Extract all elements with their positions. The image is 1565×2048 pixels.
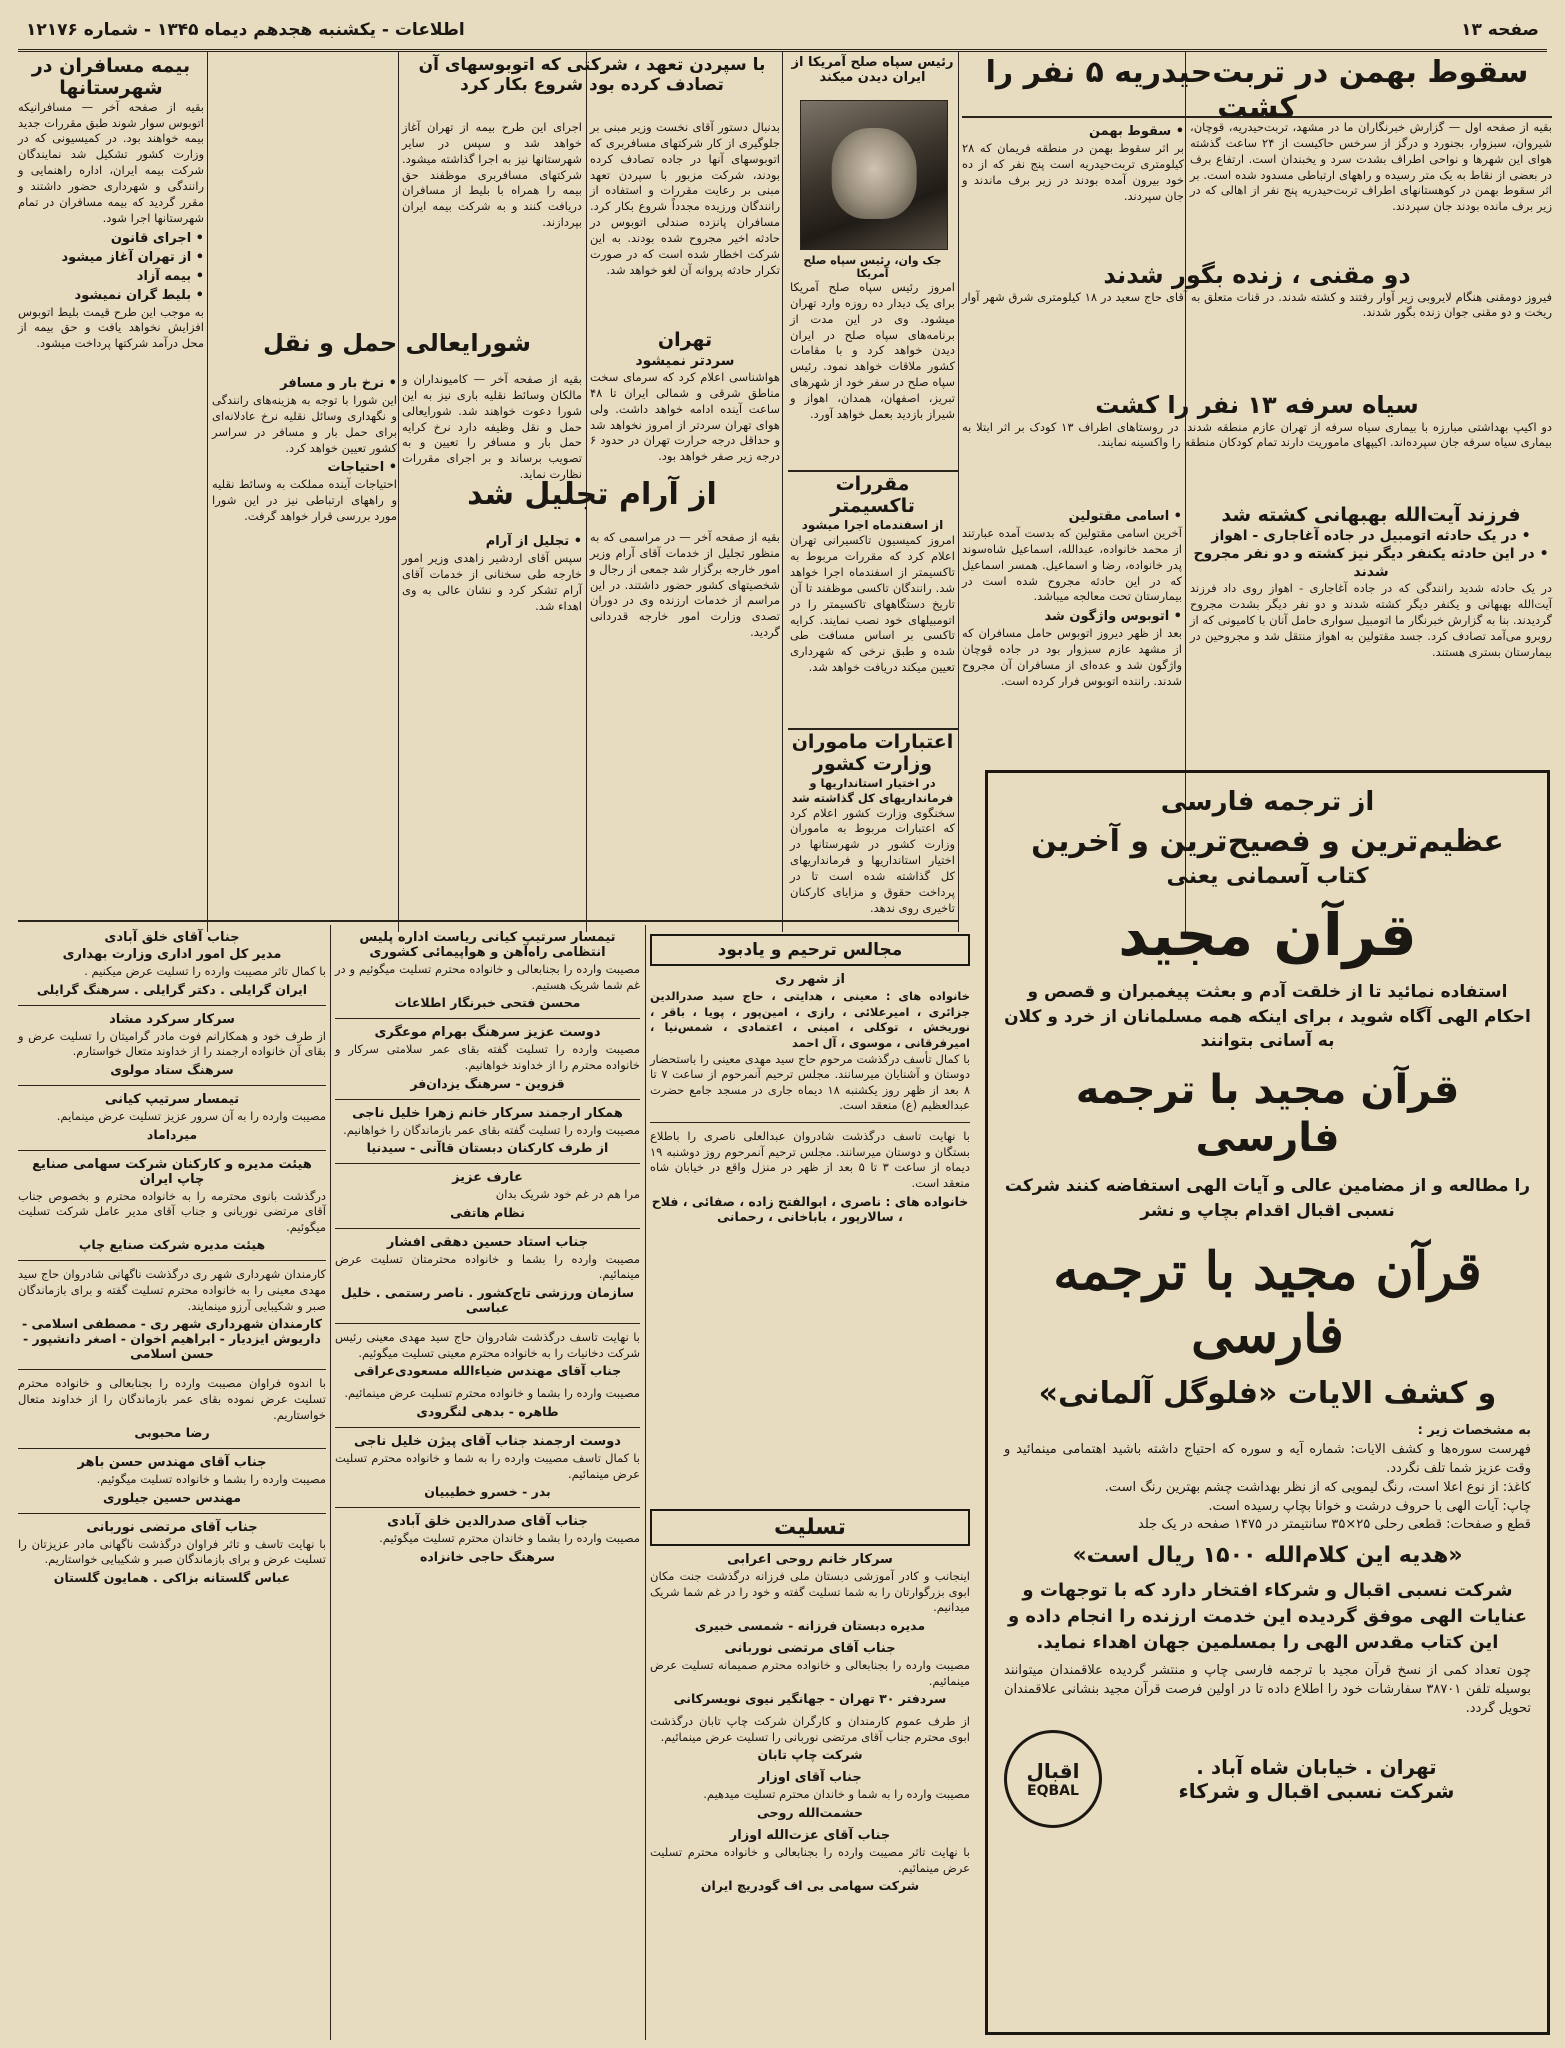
c3-n1-sub: مدیر کل امور اداری وزارت بهداری xyxy=(62,947,282,962)
insurance-sub1: • اجرای قانون xyxy=(110,230,204,246)
honor-headline-box xyxy=(402,478,782,528)
bus-body-cont: اجرای این طرح بیمه از تهران آغاز خواهد شد و سپس در سایر شهرستانها نیز به اجرا گذاشته میشود. شرکتهای مسافربری موظفند حق بیمه را همراه با بلیط از مسافران دریافت کنند و به شرکت بیمه ایران بپردازند. xyxy=(402,120,582,230)
ceremony-notice xyxy=(650,972,970,1114)
ad-title3: قرآن مجید با ترجمه فارسی xyxy=(1053,1241,1482,1365)
ad-text2: را مطالعه و از مضامین عالی و آیات الهی استفاضه کنند شرکت نسبی اقبال اقدام بچاپ و نشر xyxy=(1004,1176,1531,1221)
ad-line1: از ترجمه فارسی xyxy=(1160,787,1375,817)
ad-line3: کتاب آسمانی یعنی xyxy=(1166,864,1369,890)
cond-n1-body: اینجانب و کادر آموزشی دبستان ملی فرزانه درگذشت جنت مکان ابوی بزرگوارتان را به شما تسلیت گفته و خود را در غم شما شریک میدانیم. xyxy=(650,1569,970,1615)
c3-n8-title: جناب آقای مرتضی نوربانی xyxy=(86,1519,258,1535)
c3-n6-sign: رضا محبوبی xyxy=(134,1425,210,1441)
taxi-sub: از اسفندماه اجرا میشود xyxy=(801,517,944,532)
c2-n1-body: مصیبت وارده را بجنابعالی و خانواده محترم تسلیت میگوئیم و در غم شما شریک هستیم. xyxy=(335,962,640,992)
column-rule xyxy=(958,52,959,932)
c3-n1-title: جناب آقای خلق آبادی xyxy=(104,930,240,945)
ad-spec3: چاپ: آیات الهی با حروف درشت و خوانا بچاپ رسیده است. xyxy=(1208,1498,1531,1514)
cough-headline: سیاه سرفه ۱۳ نفر را کشت xyxy=(1095,391,1419,419)
bus-body: بدنبال دستور آقای نخست وزیر مبنی بر جلوگیری از کار شرکتهای مسافربری که اتوبوسهای آنها در جاده تصادف کرده بودند، شرکت مزبور با سپردن تعهد مبنی بر رعایت مقررات و استفاده از رانندگان ورزیده مجدداً شروع بکار کرد. مسافران پانزده صندلی اتوبوس در حادثه اخیر مجروح شده بودند. به این شرکت اخطار شده است که در صورت تکرار حادثه پروانه آن لغو خواهد شد. xyxy=(590,120,780,277)
honor-headline: از آرام تجلیل شد xyxy=(467,477,717,512)
c3-n8-sign: عباس گلستانه بزاکی . همایون گلستان xyxy=(53,1570,291,1585)
ceremony-n1-title: از شهر ری xyxy=(775,972,845,987)
officials-story xyxy=(790,731,955,915)
son-sub2: • در این حادثه یکنفر دیگر نیز کشته و دو نفر مجروح شدند xyxy=(1193,546,1549,581)
masthead-left: اطلاعات - یکشنبه هجدهم دیماه ۱۳۴۵ - شماره ۱۲۱۷۶ xyxy=(26,19,465,40)
c2-n9-sign: سرهنگ حاجی خانزاده xyxy=(420,1548,555,1564)
ad-address: تهران . خیابان شاه آباد . xyxy=(1196,1755,1437,1780)
cough-story xyxy=(962,392,1552,502)
council-headline-box xyxy=(212,330,582,370)
frozen-body: فیروز دومقنی هنگام لایروبی زیر آوار رفتند و کشته شدند. در قنات متعلق به آقای حاج سعید در ۱۸ کیلومتری شرق شهر آوار ریخت و دو مقنی جوان زنده بگور شدند. xyxy=(962,289,1552,320)
taxi-body: امروز کمیسیون تاکسیرانی تهران اعلام کرد که مقررات مربوط به تاکسیمتر از اسفندماه اجرا خواهد شد. رانندگان تاکسی موظفند تا آن تاریخ دستگاههای تاکسیمتر را در اتومبیلهای خود نصب نمایند. کرایه تاکسی بر اساس مسافت طی شده و طبق نرخی که شهرداری تعیین میکند دریافت خواهد شد. xyxy=(790,533,955,675)
c3-n5-sign: کارمندان شهرداری شهر ری - مصطفی اسلامی - داریوش ایزدیار - ابراهیم اخوان - اصغر دانشپور - حسن اسلامی xyxy=(22,1316,322,1362)
honor-sub: • تجلیل از آرام xyxy=(485,534,582,549)
notice xyxy=(335,1235,640,1315)
son-headline: فرزند آیت‌الله بهبهانی کشته شد xyxy=(1221,504,1521,526)
divider xyxy=(788,470,958,472)
ceremony-n1-body: با کمال تأسف درگذشت مرحوم حاج سید مهدی معینی را باستحضار دوستان و آشنایان میرسانند. مجلس ترحیم آنمرحوم از ساعت ۷ تا ۸ بعد از ظهر روز یکشنبه ۱۸ دیماه جاری در مسجد جامع حضرت عبدالعظیم (ع) منعقد است. xyxy=(650,1051,970,1113)
masthead-right: صفحه ۱۳ xyxy=(1461,19,1539,40)
c3-n1-sign: ایران گرایلی . دکتر گرایلی . سرهنگ گرایلی xyxy=(36,981,308,997)
ad-line2: عظیم‌ترین و فصیح‌ترین و آخرین xyxy=(1031,824,1504,860)
insurance-story xyxy=(18,56,204,882)
c3-n8-body: با نهایت تاسف و تاثر فراوان درگذشت ناگهانی مادر عزیزتان را تسلیت عرض و برای بازماندگان صبر و شکیبایی خواستاریم. xyxy=(18,1536,326,1567)
c2-n2-body: مصیبت وارده را تسلیت گفته بقای عمر سلامتی سرکار و خانواده محترم را از خداوند خواهانیم. xyxy=(335,1042,640,1072)
condolence-title: تسلیت xyxy=(650,1509,970,1546)
c2-n3-body: مصیبت وارده را تسلیت گفته بقای عمر بازماندگان را خواهانیم. xyxy=(343,1122,640,1137)
notice xyxy=(335,1434,640,1499)
notices-col3 xyxy=(18,930,326,2040)
insurance-sub2: • از تهران آغاز میشود xyxy=(61,249,204,265)
council-headline: شورایعالی حمل و نقل xyxy=(262,329,532,357)
c2-n4-title: عارف عزیز xyxy=(452,1170,523,1186)
weather-sub: سردتر نمیشود xyxy=(635,352,735,369)
half-divider xyxy=(18,920,958,922)
son-body: در یک حادثه شدید رانندگی که در جاده آغاجاری - اهواز روی داد فرزند آیت‌الله بهبهانی و یکنفر دیگر کشته شدند و دو نفر دیگر بشدت مجروح گردیدند. بنا به گزارش خبرنگار ما اتومبیل سواری حامل آنان با کامیونی که از روبرو می‌آمد تصادف کرد. جسد مقتولین به اهواز منتقل شد و مجروحین در بیمارستان بستری هستند. xyxy=(1190,581,1552,659)
insurance-sub4: • بلیط گران نمیشود xyxy=(74,287,204,303)
council-body3: احتیاجات آینده مملکت به وسائط نقلیه و راههای ارتباطی نیز در این شورا مورد بررسی قرار خواهد گرفت. xyxy=(212,477,397,524)
notice xyxy=(18,1157,326,1253)
council-body2: این شورا با توجه به هزینه‌های رانندگی و نگهداری وسائل نقلیه نرخ عادلانه‌ای برای حمل بار و مسافر در سراسر کشور تعیین خواهد کرد. xyxy=(212,393,397,455)
honor-body: بقیه از صفحه آخر — در مراسمی که به منظور تجلیل از خدمات آقای آرام وزیر امور خارجه برگزار شد جمعی از رجال و شخصیتهای کشور حضور داشتند. در این مراسم از خدمات ارزنده وی در دوران تصدی وزارت امور خارجه قدردانی گردید. xyxy=(590,530,780,640)
condolence-section xyxy=(650,1505,970,2040)
c3-n2-title: سرکار سرکرد مشاد xyxy=(109,1011,235,1027)
notice xyxy=(18,1267,326,1361)
column-rule xyxy=(645,925,646,2040)
c3-n2-sign: سرهنگ ستاد مولوی xyxy=(110,1061,234,1077)
ceremonies-title: مجالس ترحیم و یادبود xyxy=(650,934,970,966)
column-rule xyxy=(330,925,331,2040)
condolence-notice xyxy=(650,1828,970,1893)
ambassador-story xyxy=(790,254,955,464)
ad-company: شرکت نسبی اقبال و شرکاء xyxy=(1178,1779,1455,1804)
c3-n4-body: درگذشت بانوی محترمه را به خانواده محترم و بخصوص جناب آقای مرتضی نوربانی و جناب آقای مدیر عامل شرکت تسلیت میگوئیم. xyxy=(18,1188,326,1234)
ceremony-n2-sign: خانواده های : ناصری ، ابوالفتح زاده ، صفائی ، فلاح ، سالارپور ، باباخانی ، رحمانی xyxy=(651,1193,969,1224)
c3-n3-body: مصیبت وارده را به آن سرور عزیز تسلیت عرض مینمایم. xyxy=(56,1108,326,1123)
column-rule xyxy=(782,52,783,932)
ad-spec4: قطع و صفحات: قطعی رحلی ۲۵×۳۵ سانتیمتر در ۱۴۷۵ صفحه در یک جلد xyxy=(1138,1517,1531,1533)
son-sub: • در یک حادثه اتومبیل در جاده آغاجاری - اهواز xyxy=(1211,527,1531,544)
family-sub: • اسامی مقتولین xyxy=(1068,509,1182,524)
c2-n2-title: دوست عزیز سرهنگ بهرام موعگری xyxy=(374,1025,601,1041)
taxi-headline: مقررات تاکسیمتر xyxy=(830,473,915,517)
cond-n5-body: با نهایت تاثر مصیبت وارده را بجنابعالی و خانواده محترم تسلیت عرض مینمائیم. xyxy=(650,1845,970,1875)
ceremony-notice xyxy=(650,1129,970,1224)
ceremony-n1-families: خانواده های : معینی ، هدایتی ، حاج سید صدرالدین جزائری ، امیرعلائی ، رازی ، امین‌پور ، پویا ، باقر ، نوریخش ، توکلی ، امینی ، اعتمادی ، شمس‌نیا ، امیرفرقانی ، موسوی ، آل احمد xyxy=(650,989,970,1050)
notice xyxy=(335,930,640,1010)
ceremonies-section xyxy=(650,930,970,1500)
c2-n5-sign: سازمان ورزشی تاج‌کشور . ناصر رستمی . خلیل عباسی xyxy=(341,1285,634,1315)
c2-n7-sign: طاهره - بدهی لنگرودی xyxy=(416,1403,559,1419)
c3-n3-sign: میرداماد xyxy=(146,1126,198,1142)
column-rule xyxy=(398,52,399,932)
notice xyxy=(335,1106,640,1156)
notice xyxy=(18,1092,326,1142)
ad-title2: قرآن مجید با ترجمه فارسی xyxy=(1075,1067,1460,1162)
officials-headline: اعتبارات ماموران وزارت کشور xyxy=(791,731,954,775)
weather-headline: تهران xyxy=(657,329,713,351)
cough-body: دو اکیپ بهداشتی مبارزه با بیماری سیاه سرفه از تهران عازم منطقه شدند. در روستاهای اطراف ۱۳ کودک بر اثر ابتلا به بیماری سیاه سرفه جان سپرده‌اند. اکیپهای ماموریت دارند تمام کودکان منطقه را واکسینه نمایند. xyxy=(962,419,1552,450)
notices-col2 xyxy=(335,930,640,2040)
weather-body: هواشناسی اعلام کرد که سرمای سخت مناطق شرقی و شمالی ایران تا ۴۸ ساعت آینده ادامه خواهد داشت. ولی هوای تهران سردتر از امروز نخواهد شد و حداقل درجه حرارت تهران در حدود ۶ درجه زیر صفر خواهد بود. xyxy=(590,370,780,464)
c2-n2-sign: قزوین - سرهنگ یزدان‌فر xyxy=(410,1075,565,1091)
c2-n4-body: مرا هم در غم خود شریک بدان xyxy=(495,1187,640,1202)
avalanche-body: بقیه از صفحه اول — گزارش خبرنگاران ما در مشهد، تربت‌حیدریه، قوچان، شیروان، سبزوار، بجنورد و درگز از سرخس حاکیست از ۲۴ ساعت گذشته هوای این شهرها و نواحی اطراف بشدت سرد و یخبندان است. ارتفاع برف در بعضی از نقاط به یک متر رسیده و راههای ارتباطی مسدود شده است. بر اثر سقوط بهمن در کوهستانهای اطراف تربت‌حیدریه پنج نفر از اهالی که در زیر برف مانده بودند جان سپردند. xyxy=(1190,120,1552,214)
family-story xyxy=(962,505,1182,775)
ad-closing: شرکت نسبی اقبال و شرکاء افتخار دارد که با توجهات و عنایات الهی موفق گردیده این خدمت ارزنده را انجام داده و این کتاب مقدس الهی را بمسلمین جهان اهداء نماید. xyxy=(1007,1579,1528,1653)
condolence-notice xyxy=(650,1714,970,1762)
condolence-notice xyxy=(650,1641,970,1706)
council-sub2: • احتیاجات xyxy=(327,460,397,476)
c2-n1-sign: محسن فتحی خبرنگار اطلاعات xyxy=(394,995,581,1011)
notice xyxy=(335,1514,640,1564)
ad-title4: و کشف الایات «فلوگل آلمانی» xyxy=(1038,1376,1497,1412)
ad-price: «هدیه این کلام‌الله ۱۵۰۰ ریال است» xyxy=(1072,1543,1463,1569)
c2-n3-sign: از طرف کارکنان دبستان قاآنی - سیدنیا xyxy=(366,1140,609,1156)
ambassador-headline: رئیس سپاه صلح آمریکا از ایران دیدن میکند xyxy=(791,55,954,85)
council-body: بقیه از صفحه آخر — کامیونداران و مالکان وسائط نقلیه باری نیز به این شورا دعوت خواهند شد. شورایعالی حمل و نقل وظیفه دارد نرخ کرایه حمل بار و مسافر را تعیین و به تصویب برساند و بر اجرای مقررات نظارت نماید. xyxy=(402,372,582,482)
honor-body2: سپس آقای اردشیر زاهدی وزیر امور خارجه طی سخنانی از خدمات آقای آرام تشکر کرد و نشان عالی به وی اهداء شد. xyxy=(402,551,582,613)
photo-caption: جک وان، رئیس سپاه صلح آمریکا xyxy=(803,254,942,280)
condolence-notice xyxy=(650,1552,970,1633)
c3-n7-sign: مهندس حسین جیلوری xyxy=(102,1489,242,1505)
cond-n1-sign: مدیره دبستان فرزانه - شمسی خبیری xyxy=(694,1617,926,1633)
c2-n8-sign: بدر - خسرو خطیبیان xyxy=(424,1484,551,1500)
c3-n2-body: از طرف خود و همکارانم فوت مادر گرامیتان را تسلیت عرض و بقای آن خانواده ارجمند را از خداوند متعال خواستارم. xyxy=(18,1028,326,1059)
cond-n4-body: مصیبت وارده را به شما و خاندان محترم تسلیت میدهیم. xyxy=(703,1787,970,1802)
cond-n3-sign: شرکت چاپ تابان xyxy=(757,1747,863,1763)
ad-spec2: کاغذ: از نوع اعلا است، رنگ لیمویی که از نظر بهداشت چشم بهترین رنگ است. xyxy=(1104,1479,1531,1495)
c2-n8-body: با کمال تاسف مصیبت وارده را به شما و خانواده محترم تسلیت عرض مینمائیم. xyxy=(335,1450,640,1481)
c2-n4-sign: نظام هاتفی xyxy=(450,1204,525,1220)
insurance-body: بقیه از صفحه آخر — مسافرانیکه اتوبوس سوار شوند طبق مقررات جدید بیمه خواهند بود. در کمیسیونی که در وزارت کشور تشکیل شد نمایندگان شرکت بیمه ایران، اداره راهنمایی و رانندگی و شهرداری حضور داشتند و مقرر گردید که بیمه مسافران در تمام شهرستانها اجرا شود. xyxy=(18,99,204,225)
ad-spec-title: به مشخصات زیر : xyxy=(1417,1423,1531,1439)
ad-address-block xyxy=(1102,1755,1531,1803)
c3-n7-body: مصیبت وارده را بشما و خانواده تسلیت میگوئیم. xyxy=(96,1472,326,1487)
cond-n3-body: از طرف عموم کارمندان و کارگران شرکت چاپ تابان درگذشت ابوی محترم جناب آقای مرتضی نوربانی را تسلیت عرض مینمائیم. xyxy=(650,1714,970,1744)
divider xyxy=(962,116,1552,118)
honor-col2 xyxy=(402,530,582,880)
c2-n1-title: تیمسار سرتیپ کیانی ریاست اداره پلیس انتظامی راه‌آهن و هواپیمائی کشوری xyxy=(359,930,616,960)
notice xyxy=(335,1330,640,1378)
avalanche-headline-box xyxy=(962,55,1552,125)
notice xyxy=(18,1012,326,1077)
c3-n7-title: جناب آقای مهندس حسن باهر xyxy=(77,1455,267,1471)
c3-n6-body: با اندوه فراوان مصیبت وارده را بجنابعالی و خانواده محترم تسلیت عرض نموده بقای عمر بازماندگان را از خداوند متعال خواستاریم. xyxy=(18,1376,326,1422)
notice xyxy=(18,1376,326,1440)
notice xyxy=(335,1025,640,1090)
ambassador-headline-box xyxy=(790,56,955,96)
frozen-headline: دو مقنی ، زنده بگور شدند xyxy=(1103,261,1411,289)
ad-footer xyxy=(1004,1730,1531,1828)
condolence-notice xyxy=(650,1770,970,1820)
c2-n8-title: دوست ارجمند جناب آقای پیژن خلیل ناجی xyxy=(354,1433,621,1449)
c2-n5-title: جناب استاد حسین دهقی افشار xyxy=(386,1234,589,1250)
ad-title1: قرآن مجید xyxy=(1118,900,1417,969)
c2-n5-body: مصیبت وارده را بشما و خانواده محترمتان تسلیت عرض مینمائیم. xyxy=(335,1251,640,1282)
frozen-story xyxy=(962,262,1552,390)
c2-n6-body: با نهایت تاسف درگذشت شادروان حاج سید مهدی معینی رئیس شرکت دخانیات را به خانواده محترم معینی تسلیت میگوئیم. xyxy=(335,1330,640,1360)
taxi-story xyxy=(790,474,955,724)
family-body2: بعد از ظهر دیروز اتوبوس حامل مسافران که از مشهد عازم سبزوار بود در جاده قوچان واژگون شد و عده‌ای از مسافران آن مجروح شدند. راننده اتوبوس فرار کرده است. xyxy=(962,626,1182,688)
c3-n4-sign: هیئت مدیره شرکت صنایع چاپ xyxy=(78,1237,266,1253)
c2-n9-body: مصیبت وارده را بشما و خاندان محترم تسلیت میگوئیم. xyxy=(379,1531,640,1546)
cond-n2-title: جناب آقای مرتضی نوربانی xyxy=(724,1640,896,1656)
c2-n9-title: جناب آقای صدرالدین خلق آبادی xyxy=(387,1514,588,1530)
cond-n4-title: جناب آقای اوزار xyxy=(758,1770,862,1786)
portrait-photo xyxy=(800,100,948,250)
officials-sub: در اختیار استانداریها و فرمانداریهای کل گذاشته شد xyxy=(791,775,954,805)
avalanche-headline: سقوط بهمن در تربت‌حیدریه ۵ نفر را کشت xyxy=(985,55,1529,125)
avalanche-col2 xyxy=(962,120,1184,260)
insurance-sub3: • بیمه آزاد xyxy=(136,268,204,284)
ad-text1: استفاده نمائید تا از خلقت آدم و بعثت پیغمبران و قصص و احکام الهی آگاه شوید ، برای اینکه همه مسلمانان از خرد و کلان به آسانی بتوانند xyxy=(1004,982,1531,1052)
notice xyxy=(335,1170,640,1220)
notice xyxy=(18,1455,326,1505)
masthead xyxy=(18,10,1547,52)
c3-n5-body: کارمندان شهرداری شهر ری درگذشت ناگهانی شادروان حاج سید مهدی معینی را به خانواده محترم تسلیت گفته و برای بازماندگان صبر و شکیبایی آرزو مینمایند. xyxy=(18,1267,326,1313)
family-sub2: • اتوبوس واژگون شد xyxy=(1044,609,1182,625)
cond-n2-body: مصیبت وارده را بجنابعالی و خانواده محترم صمیمانه تسلیت عرض مینمائیم. xyxy=(650,1657,970,1688)
son-story xyxy=(1190,505,1552,775)
ad-spec1: فهرست سوره‌ها و کشف الایات: شماره آیه و سوره که احتیاج داشته باشید اهتمامی مینمائید و وقت عزیز شما تلف نگردد. xyxy=(1004,1442,1531,1476)
c2-n6-sign: جناب آقای مهندس ضیاءالله مسعودی‌عراقی xyxy=(353,1363,622,1379)
logo-fa: اقبال xyxy=(1026,1759,1080,1784)
ambassador-body: امروز رئیس سپاه صلح آمریکا برای یک دیدار ده روزه وارد تهران میشود. وی در این مدت از برنامه‌های سپاه صلح در ایران دیدن خواهد کرد و با مقامات کشور ملاقات خواهد نمود. رئیس سپاه صلح در سفر خود از شهرهای تبریز، اصفهان، همدان، اهواز و شیراز بازدید بعمل خواهد آورد. xyxy=(790,280,955,421)
cond-n5-sign: شرکت سهامی بی اف گودریچ ایران xyxy=(700,1878,920,1894)
c2-n7-body: مصیبت وارده را بشما و خانواده محترم تسلیت عرض مینمائیم. xyxy=(344,1386,640,1401)
notice xyxy=(18,1520,326,1585)
c3-n3-title: تیمسار سرتیپ کیانی xyxy=(104,1091,240,1107)
bus-headline: با سپردن تعهد ، شرکتی که اتوبوسهای آن تصادف کرده بود شروع بکار کرد xyxy=(418,55,766,95)
c3-n1-body: با کمال تاثر مصیبت وارده را تسلیت عرض میکنیم . xyxy=(84,964,326,978)
quran-advertisement xyxy=(985,770,1550,2035)
notice xyxy=(335,1386,640,1419)
bus-headline-box xyxy=(402,56,782,116)
officials-body: سخنگوی وزارت کشور اعلام کرد که اعتبارات مربوط به ماموران وزارت کشور در شهرستانها در اختیار استانداریها و فرمانداریهای کل گذاشته شده است تا در پرداخت حقوق و مزایای کارکنان تاخیری روی ندهد. xyxy=(790,805,955,915)
insurance-headline: بیمه مسافران در شهرستانها xyxy=(31,55,191,99)
cond-n4-sign: حشمت‌الله روحی xyxy=(757,1805,863,1820)
ad-closing2: چون تعداد کمی از نسخ قرآن مجید با ترجمه فارسی چاپ و منتشر گردیده علاقمندان میتوانند بوسیله تلفن ۳۸۷۰۱ سفارشات خود را اطلاع داده تا در اولین فرصت قرآن مجید بنشانی علاقمندان تحویل گردد. xyxy=(1004,1662,1531,1716)
divider xyxy=(788,728,958,730)
notice xyxy=(18,930,326,997)
cond-n5-title: جناب آقای عزت‌الله اوزار xyxy=(729,1828,891,1843)
c3-n4-title: هیئت مدیره و کارکنان شرکت سهامی صنایع چاپ ایران xyxy=(32,1156,312,1187)
council-body-b xyxy=(212,372,397,882)
logo-en: EQBAL xyxy=(1027,1783,1079,1800)
avalanche-sub: • سقوط بهمن xyxy=(1088,124,1184,139)
cond-n1-title: سرکار خانم روحی اعرابی xyxy=(727,1552,893,1567)
c2-n3-title: همکار ارجمند سرکار خانم زهرا خلیل ناجی xyxy=(352,1105,623,1121)
eqbal-logo xyxy=(1004,1730,1102,1828)
council-sub1: • نرخ بار و مسافر xyxy=(280,376,397,391)
council-body-a xyxy=(402,372,582,482)
weather-story xyxy=(590,330,780,470)
cond-n2-sign: سردفتر ۳۰ تهران - جهانگیر نیوی نویسرکانی xyxy=(673,1691,947,1707)
insurance-body3: به موجب این طرح قیمت بلیط اتوبوس افزایش نخواهد یافت و حق بیمه از محل درآمد شرکتها پرداخت میشود. xyxy=(18,304,204,351)
column-rule xyxy=(207,52,208,932)
family-body: آخرین اسامی مقتولین که بدست آمده عبارتند از محمد خانواده، عبدالله، اسماعیل شاه‌سوند پدر خانواده، رضا و اسماعیل. همسر اسماعیل که در این حادثه مجروح شده است در بیمارستان تحت معالجه میباشد. xyxy=(962,526,1182,604)
avalanche-body2: بر اثر سقوط بهمن در منطقه فریمان که ۲۸ کیلومتری تربت‌حیدریه است پنج نفر که از ده خود بیرون آمده بودند در زیر برف ماندند و جان سپردند. xyxy=(962,141,1184,203)
ceremony-n2-body: با نهایت تاسف درگذشت شادروان عبدالعلی ناصری را باطلاع بستگان و دوستان میرسانند. مجلس ترحیم آنمرحوم روز دوشنبه ۱۹ دیماه از ساعت ۳ تا ۵ بعد از ظهر در منزل واقع در خیابان شاه منعقد است. xyxy=(650,1129,970,1190)
